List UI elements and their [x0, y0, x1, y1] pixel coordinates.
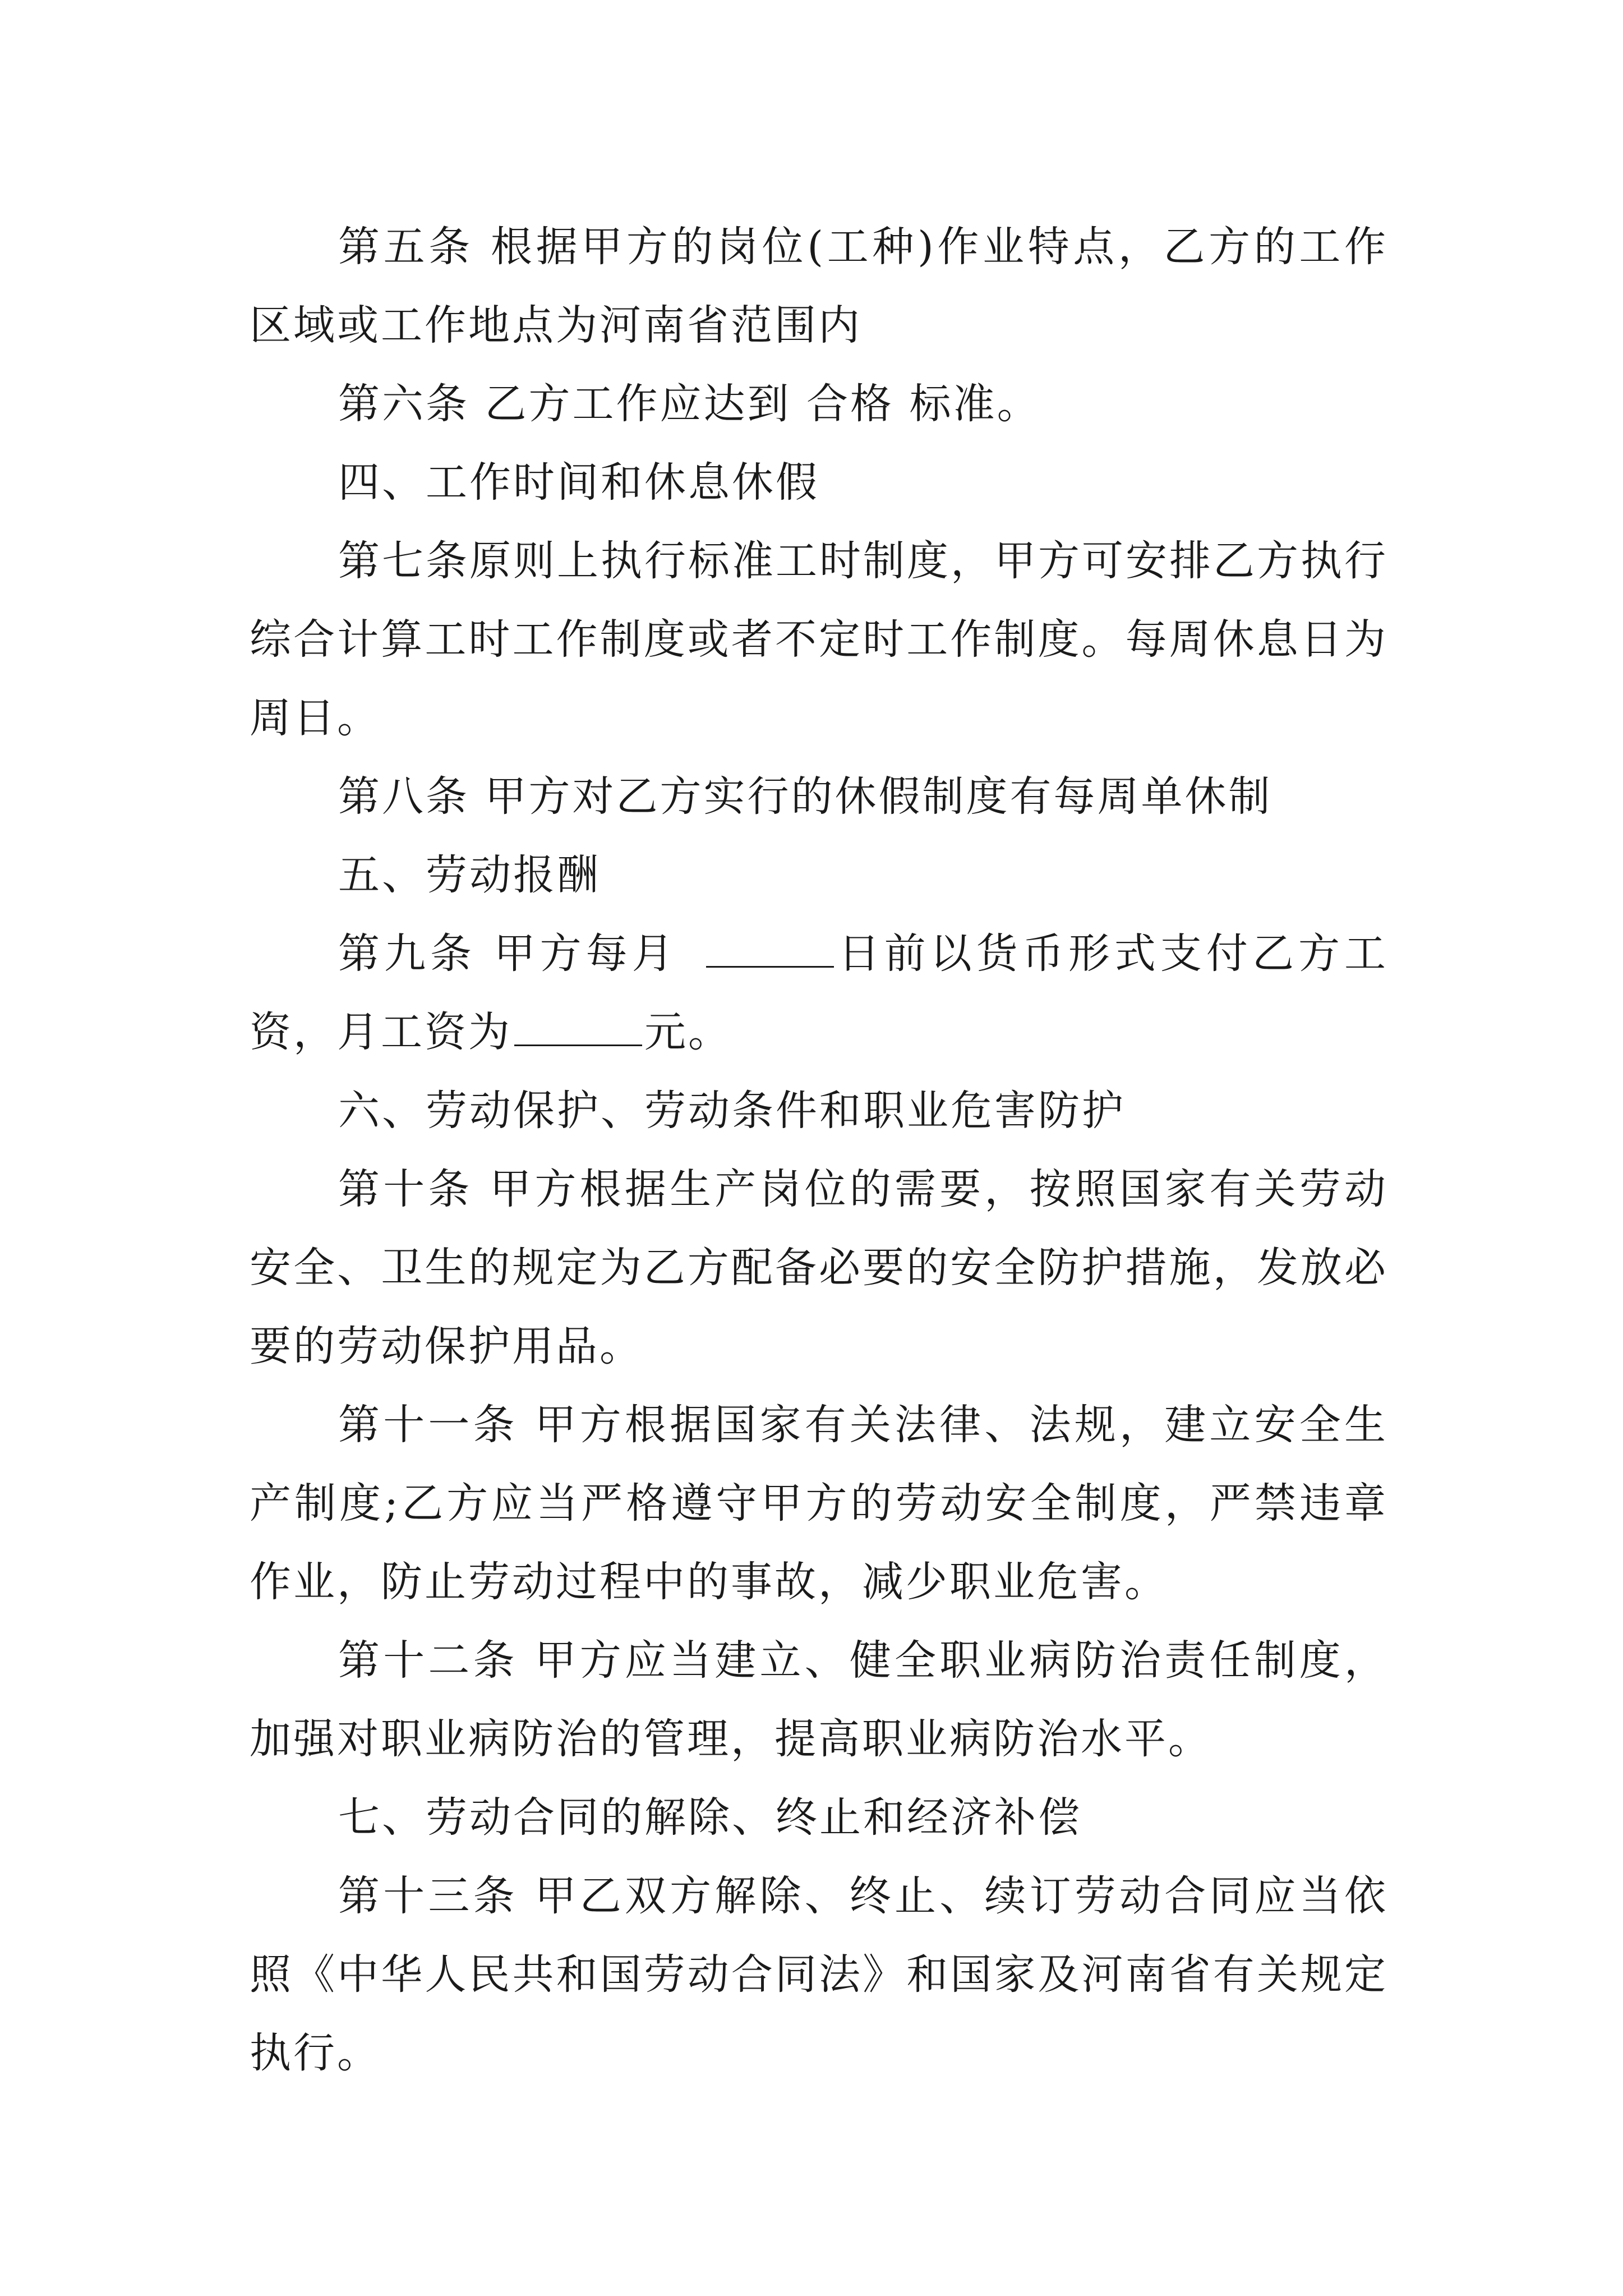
article-9-part-1: 第九条 甲方每月 [338, 930, 678, 978]
article-7: 第七条原则上执行标准工时制度，甲方可安排乙方执行综合计算工时工作制度或者不定时工作制度。每周休息日为周日。 [250, 537, 1388, 742]
article-9-part-2: 日前以货币形式支付乙方工资，月工资为 [250, 930, 1388, 1056]
article-8: 第八条 甲方对乙方实行的休假制度有每周单休制 [338, 772, 1272, 821]
salary-blank [514, 1011, 642, 1046]
article-9 [250, 914, 1388, 1071]
section-5-heading: 五、劳动报酬 [338, 851, 601, 899]
article-6: 第六条 乙方工作应达到 合格 标准。 [338, 380, 1041, 428]
article-5: 第五条 根据甲方的岗位(工种)作业特点，乙方的工作区域或工作地点为河南省范围内 [250, 223, 1388, 349]
article-12: 第十二条 甲方应当建立、健全职业病防治责任制度，加强对职业病防治的管理，提高职业病防治水平。 [250, 1636, 1388, 1763]
article-9-part-3: 元。 [644, 1008, 732, 1056]
payday-blank [706, 932, 834, 968]
document-body [250, 208, 1388, 2092]
section-4-heading: 四、工作时间和休息休假 [338, 458, 819, 507]
section-6-heading: 六、劳动保护、劳动条件和职业危害防护 [338, 1087, 1126, 1135]
article-11: 第十一条 甲方根据国家有关法律、法规，建立安全生产制度;乙方应当严格遵守甲方的劳动安全制度，严禁违章作业，防止劳动过程中的事故，减少职业危害。 [250, 1401, 1388, 1606]
section-7-heading: 七、劳动合同的解除、终止和经济补偿 [338, 1793, 1082, 1842]
article-10: 第十条 甲方根据生产岗位的需要，按照国家有关劳动安全、卫生的规定为乙方配备必要的安全防护措施，发放必要的劳动保护用品。 [250, 1165, 1388, 1370]
article-13: 第十三条 甲乙双方解除、终止、续订劳动合同应当依照《中华人民共和国劳动合同法》和国家及河南省有关规定执行。 [250, 1872, 1388, 2077]
